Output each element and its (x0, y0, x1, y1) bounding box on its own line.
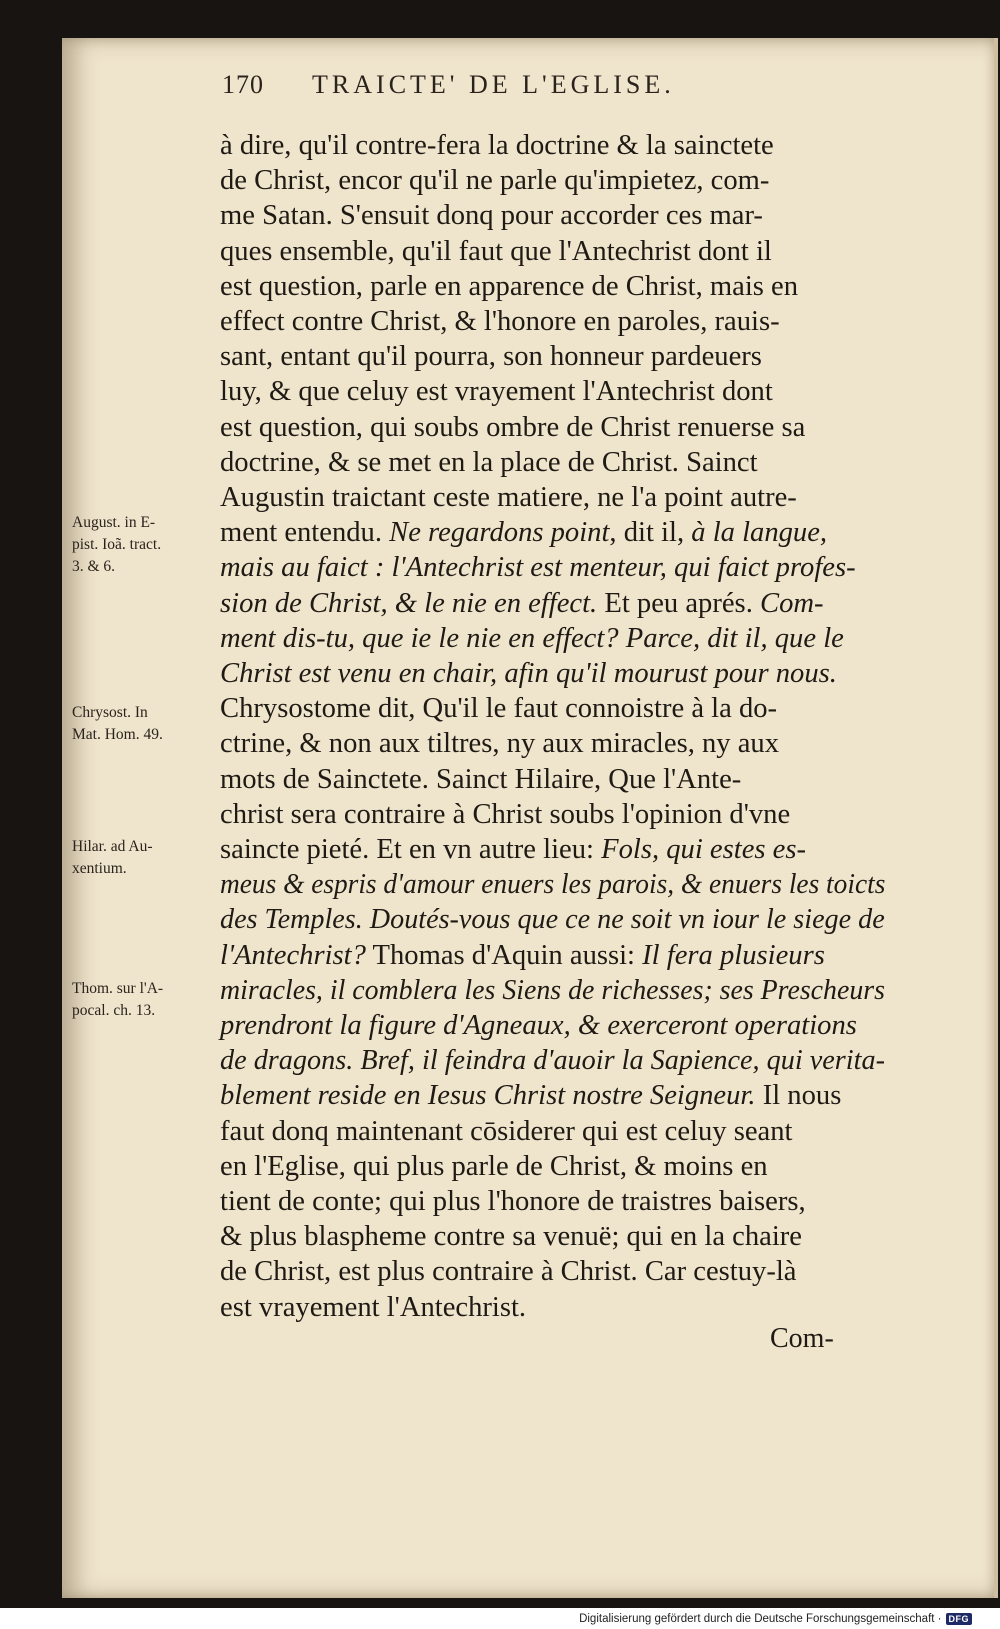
body-line (220, 867, 886, 903)
margin-note-line: xentium. (72, 860, 127, 877)
text-segment: , dit il, (609, 517, 692, 549)
text-segment: me Satan. S'ensuit donq pour accorder ces mar- (220, 200, 763, 232)
italic-quote-segment: à la langue, (691, 517, 828, 549)
body-line (220, 515, 885, 551)
body-line (220, 973, 885, 1009)
text-segment: de Christ, encor qu'il ne parle qu'impietez, com- (220, 165, 770, 197)
text-segment: saincte pieté. Et en vn autre lieu: (220, 834, 602, 865)
text-segment: est vrayement l'Antechrist. (220, 1291, 527, 1323)
text-segment: faut donq maintenant cōsiderer qui est celuy seant (220, 1115, 793, 1147)
body-line (220, 586, 885, 622)
text-segment: doctrine, & se met en la place de Christ. Sainct (220, 446, 758, 478)
running-header (222, 70, 862, 100)
italic-quote-segment: miracles, il comblera les Siens de richesses; ses Prescheurs (220, 974, 885, 1006)
italic-quote-segment: ment dis-tu, que ie le nie en effect? Parce, dit il, que le (220, 622, 844, 654)
italic-quote-segment: prendront la figure d'Agneaux, & exerceront operations (220, 1010, 857, 1041)
body-line (220, 1184, 885, 1220)
dfg-logo: DFG (946, 1613, 973, 1625)
body-line (220, 1219, 885, 1255)
catchword: Com- (770, 1323, 834, 1354)
text-segment: est question, parle en apparence de Christ, mais en (220, 270, 799, 302)
text-segment: Et peu aprés. (597, 587, 760, 619)
italic-quote-segment: meus & espris d'amour enuers les parois, & enuers les toicts (220, 869, 886, 901)
italic-quote-segment: sion de Christ, & le nie en effect. (220, 587, 598, 619)
body-line (220, 1043, 885, 1079)
text-segment: Augustin traictant ceste matiere, ne l'a point autre- (220, 482, 797, 513)
margin-note-line: Mat. Hom. 49. (72, 726, 163, 743)
margin-note-thomas (72, 978, 212, 1022)
margin-note-line: Chrysost. In (72, 704, 148, 721)
body-line (220, 480, 885, 516)
body-line (220, 621, 885, 657)
margin-note-line: pocal. ch. 13. (72, 1002, 156, 1019)
italic-quote-segment: mais au faict : l'Antechrist est menteur, qui faict profes- (220, 552, 856, 584)
body-line (220, 1078, 885, 1114)
text-segment: & plus blaspheme contre sa venuë; qui en la chaire (220, 1221, 802, 1253)
text-segment: Thomas d'Aquin aussi: (365, 939, 643, 971)
body-line (220, 445, 885, 481)
margin-note-line: August. in E- (72, 514, 156, 531)
italic-quote-segment: Com- (760, 587, 824, 619)
text-segment: à dire, qu'il contre-fera la doctrine & la sainctete (220, 130, 774, 161)
body-line (220, 832, 885, 868)
digitization-footer (579, 1611, 972, 1627)
text-segment: ctrine, & non aux tiltres, ny aux miracles, ny aux (220, 728, 780, 760)
body-line (220, 198, 885, 234)
page-edge (994, 38, 998, 1598)
body-line (220, 1008, 885, 1044)
body-line (220, 1114, 885, 1150)
text-segment: effect contre Christ, & l'honore en paroles, rauis- (220, 306, 780, 337)
italic-quote-segment: Ne regardons point (389, 517, 610, 549)
body-line (220, 374, 885, 410)
body-line (220, 128, 885, 164)
body-line (220, 550, 885, 586)
text-segment: luy, & que celuy est vrayement l'Antechrist dont (220, 376, 773, 408)
margin-note-line: 3. & 6. (72, 558, 116, 575)
margin-note-line: Thom. sur l'A- (72, 980, 164, 997)
body-line (220, 163, 885, 199)
page-number: 170 (222, 70, 264, 99)
margin-note-line: pist. Ioã. tract. (72, 536, 162, 553)
text-segment: sant, entant qu'il pourra, son honneur pardeuers (220, 341, 762, 373)
running-title: TRAICTE' DE L'EGLISE. (312, 70, 675, 99)
italic-quote-segment: Christ est venu en chair, afin qu'il mourust pour nous. (220, 658, 837, 689)
body-line (220, 691, 885, 727)
body-line (220, 1290, 885, 1326)
text-segment: en l'Eglise, qui plus parle de Christ, & moins en (220, 1150, 768, 1182)
body-line (220, 304, 885, 340)
margin-note-hilaire (72, 836, 212, 880)
text-segment: est question, qui soubs ombre de Christ renuerse sa (220, 411, 806, 443)
text-segment: tient de conte; qui plus l'honore de traistres baisers, (220, 1186, 806, 1217)
italic-quote-segment: l'Antechrist? (220, 939, 366, 971)
italic-quote-segment: de dragons. Bref, il feindra d'auoir la Sapience, qui verita- (220, 1045, 885, 1077)
body-line (220, 726, 885, 762)
footer-text: Digitalisierung gefördert durch die Deutsche Forschungsgemeinschaft · (579, 1613, 942, 1625)
body-line (220, 656, 885, 692)
text-segment: mots de Sainctete. Sainct Hilaire, Que l'Ante- (220, 763, 742, 795)
margin-note-augustin (72, 512, 212, 578)
body-line (220, 938, 885, 974)
text-segment: de Christ, est plus contraire à Christ. Car cestuy-là (220, 1256, 797, 1288)
margin-note-line: Hilar. ad Au- (72, 838, 153, 855)
text-segment: christ sera contraire à Christ soubs l'opinion d'vne (220, 798, 791, 830)
body-line (220, 339, 885, 375)
body-line (220, 410, 885, 446)
body-line (220, 234, 885, 270)
italic-quote-segment: Fols, qui estes es- (601, 834, 806, 865)
italic-quote-segment: Il fera plusieurs (642, 939, 825, 971)
italic-quote-segment: des Temples. Doutés-vous que ce ne soit vn iour le siege de (220, 904, 885, 936)
margin-note-chrysostome (72, 702, 212, 746)
text-segment: ment entendu. (220, 517, 390, 549)
body-line (220, 269, 885, 305)
body-line (220, 762, 885, 798)
body-line (220, 1254, 885, 1290)
body-line (220, 902, 885, 938)
italic-quote-segment: blement reside en Iesus Christ nostre Seigneur. (220, 1080, 756, 1112)
body-line (220, 797, 885, 833)
body-line (220, 1149, 885, 1185)
text-segment: ques ensemble, qu'il faut que l'Antechrist dont il (220, 235, 772, 267)
text-segment: Il nous (755, 1080, 842, 1112)
text-segment: Chrysostome dit, Qu'il le faut connoistre à la do- (220, 693, 778, 725)
